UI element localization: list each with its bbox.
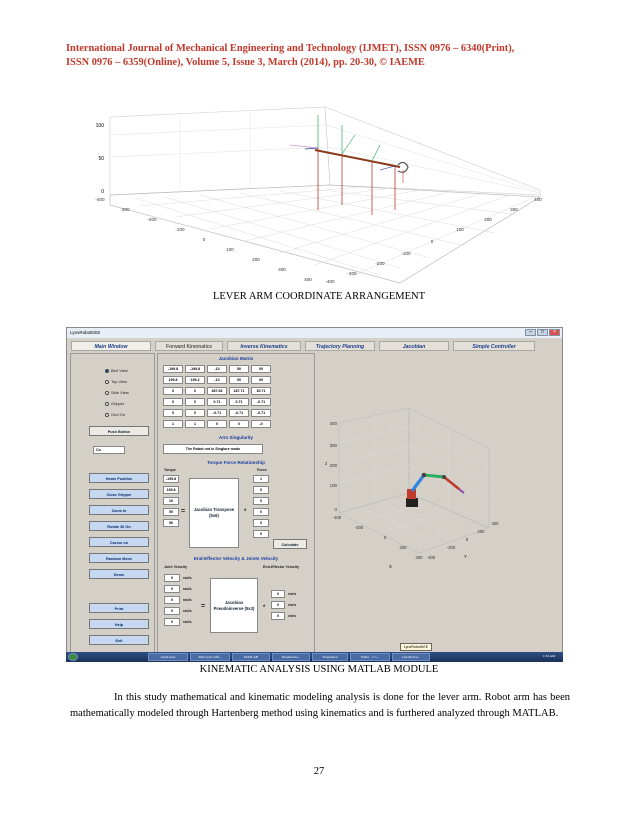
cursor-on-button[interactable]: Cursor on — [89, 537, 149, 547]
window-title-bar — [67, 328, 562, 338]
force-cell: 0 — [253, 497, 269, 505]
jacobian-cell: -0.71 — [207, 409, 227, 417]
axis-tick-label: 100 — [456, 227, 464, 232]
joint-velocity-cell: 0 — [164, 607, 180, 615]
axis-tick-label: 0 — [202, 237, 206, 242]
help-button[interactable]: Help — [89, 619, 149, 629]
tab-jacobian[interactable]: Jacobian — [379, 341, 449, 351]
demo-button[interactable]: Demo — [89, 569, 149, 579]
plot-x-tick: 200 — [399, 545, 407, 550]
torque-label: Torque — [164, 468, 176, 472]
jacobian-cell: 199.2 — [185, 376, 205, 384]
taskbar-item[interactable]: Microsoft Offi... — [190, 653, 230, 661]
joint-velocity-cell: 0 — [164, 596, 180, 604]
torque-cell: 199.8 — [163, 486, 179, 494]
ee-velocity-label: End-Effector Velocity — [263, 565, 300, 569]
jacobian-cell: 0 — [163, 398, 183, 406]
tab-forward-kinematics[interactable]: Forward Kinematics — [155, 341, 223, 351]
arm-singularity-title: Arm Singularity — [218, 435, 254, 440]
journal-header-line-2: ISSN 0976 – 6359(Online), Volume 5, Issue 3, March (2014), pp. 20-30, © IAEME — [66, 57, 425, 68]
axis-tick-label: 400 — [304, 277, 312, 282]
jacobian-cell: 30.71 — [251, 387, 271, 395]
torque-cell: 50 — [163, 519, 179, 527]
joint-velocity-cell: 0 — [164, 574, 180, 582]
axis-tick-label: 200 — [252, 257, 260, 262]
taskbar-tooltip: LynxRobotKEE — [400, 643, 432, 651]
radio-icon — [105, 402, 109, 406]
taskbar-item[interactable]: Translation — [312, 653, 348, 661]
rotate-button[interactable]: Rotate 30 On — [89, 521, 149, 531]
jacobian-cell: -199.8 — [163, 365, 183, 373]
joint-velocity-cell: 0 — [164, 618, 180, 626]
jacobian-cell: 1 — [163, 420, 183, 428]
jacobian-cell: 0 — [207, 420, 227, 428]
force-cell: 0 — [253, 519, 269, 527]
plot-y-tick: 200 — [477, 529, 485, 534]
axis-tick-label: -200 — [147, 217, 157, 222]
axis-tick-label: -100 — [175, 227, 185, 232]
radio-icon — [105, 413, 109, 417]
jacobian-cell: 0 — [185, 398, 205, 406]
close-button[interactable]: × — [549, 329, 560, 336]
force-cell: 0 — [253, 508, 269, 516]
radio-icon — [105, 380, 109, 384]
jacobian-matrix-title: Jacobian Matrix — [218, 356, 254, 361]
lever-arm-3d-plot — [80, 105, 550, 285]
tab-inverse-kinematics[interactable]: Inverse Kinematics — [227, 341, 301, 351]
home-position-button[interactable]: Home Position — [89, 473, 149, 483]
jacobian-cell: -0.71 — [251, 409, 271, 417]
plot-z-tick: 300 — [329, 443, 337, 448]
cm-unit-label: cm/s — [288, 592, 297, 596]
jacobian-cell: -0 — [251, 420, 271, 428]
jacobian-cell: -10 — [207, 365, 227, 373]
axis-tick-label: 300 — [278, 267, 286, 272]
force-cell: 1 — [253, 475, 269, 483]
view-radio-side[interactable]: Side View — [105, 390, 129, 396]
body-paragraph: In this study mathematical and kinematic modeling analysis is done for the lever arm. Robot arm has been mathematically modeled through Hartenberg method using kinematics and is furthered analyzed through MATLAB. — [70, 692, 570, 719]
jacobian-cell: -199.8 — [185, 365, 205, 373]
view-popup-select[interactable]: Co — [93, 446, 125, 454]
taskbar-item[interactable]: LynxRobot... — [392, 653, 430, 661]
jacobian-cell: -0.71 — [229, 409, 249, 417]
plot-x-tick: -400 — [332, 515, 342, 520]
plot-y-tick: 0 — [465, 537, 469, 542]
plot-y-tick: -400 — [426, 555, 436, 560]
axis-tick-label: 200 — [484, 217, 492, 222]
equals-sign: = — [201, 603, 206, 610]
view-radio-bird[interactable]: Bird View — [105, 368, 128, 374]
window-title: LynxRobotKEE — [70, 330, 101, 335]
force-label: Force — [257, 468, 267, 472]
matlab-gui-window — [66, 327, 563, 661]
multiply-sign: * — [244, 509, 247, 515]
page-number: 27 — [313, 766, 325, 777]
z-tick-label: 0 — [101, 189, 104, 195]
view-radio-gripper[interactable]: Gripper — [105, 401, 124, 407]
axis-tick-label: -300 — [120, 207, 130, 212]
print-button[interactable]: Print — [89, 603, 149, 613]
jacobian-cell: -0.71 — [251, 398, 271, 406]
plot-x-label: X — [389, 564, 392, 569]
push-button[interactable]: Push Button — [89, 426, 149, 436]
plot-z-label: z — [325, 461, 328, 466]
axis-tick-label: -400 — [325, 279, 335, 284]
start-button[interactable] — [68, 653, 78, 661]
jacobian-cell: 0.71 — [207, 398, 227, 406]
plot-y-tick: -200 — [446, 545, 456, 550]
jacobian-cell: 0 — [229, 420, 249, 428]
jacobian-cell: 0 — [185, 387, 205, 395]
jacobian-cell: 187.71 — [229, 387, 249, 395]
figure-2-caption: KINEMATIC ANALYSIS USING MATLAB MODULE — [199, 664, 439, 675]
plot-z-tick: 200 — [329, 463, 337, 468]
jacobian-cell: 1 — [185, 420, 205, 428]
ee-velocity-cell: 0 — [271, 612, 285, 620]
tab-main-window[interactable]: Main Window — [71, 341, 151, 351]
lever-arm-model — [290, 115, 408, 215]
joint-velocity-cell: 0 — [164, 585, 180, 593]
plot-z-tick: 0 — [334, 507, 337, 512]
plot-x-tick: 400 — [415, 555, 423, 560]
axis-tick-label: 400 — [534, 197, 542, 202]
radio-selected-icon — [105, 369, 109, 373]
axis-tick-label: -100 — [401, 251, 411, 256]
close-gripper-button[interactable]: Close Gripper — [89, 489, 149, 499]
torque-cell: -199.8 — [163, 475, 179, 483]
jacobian-cell: 0 — [163, 387, 183, 395]
plot-z-tick: 400 — [329, 421, 337, 426]
jacobian-pseudoinverse-box: Jacobian Pseudoinverse (5x3) — [210, 578, 258, 633]
torque-force-title: Torque Force Relationship — [207, 460, 265, 465]
plot-y-label: Y — [464, 554, 467, 559]
taskbar-item[interactable]: MATLAB — [232, 653, 270, 661]
robot-3d-plot — [319, 353, 559, 573]
cm-unit-label: cm/s — [288, 603, 297, 607]
arm-singularity-status: The Robot not in Singlure mode — [163, 444, 263, 454]
plot-z-tick: 100 — [329, 483, 337, 488]
random-move-button[interactable]: Random Move — [89, 553, 149, 563]
jacobian-cell: -10 — [207, 376, 227, 384]
cm-unit-label: cm/s — [288, 614, 297, 618]
journal-header — [66, 42, 576, 70]
equals-sign: = — [181, 508, 186, 515]
view-radio-grid[interactable]: Grid On — [105, 412, 125, 418]
axis-tick-label: -400 — [95, 197, 105, 202]
jacobian-cell: 0 — [185, 409, 205, 417]
calculate-button[interactable]: Calculate — [273, 539, 307, 549]
rad-unit-label: rad/s — [183, 609, 192, 613]
axis-tick-label: -200 — [375, 261, 385, 266]
minimize-button[interactable]: – — [525, 329, 536, 336]
axis-tick-label: 100 — [226, 247, 234, 252]
ee-velocity-cell: 0 — [271, 601, 285, 609]
plot-y-tick: 400 — [491, 521, 499, 526]
rad-unit-label: rad/s — [183, 587, 192, 591]
axis-tick-label: 0 — [430, 239, 434, 244]
z-tick-label: 50 — [98, 156, 104, 162]
view-radio-top[interactable]: Top View — [105, 379, 127, 385]
jacobian-transpose-box: Jacobian Transpose (5x6) — [189, 478, 239, 548]
figure-1-caption: LEVER ARM COORDINATE ARRANGEMENT — [212, 291, 426, 302]
taskbar-clock: 1:34 AM — [542, 654, 556, 658]
maximize-button[interactable]: □ — [537, 329, 548, 336]
tab-trajectory-planning[interactable]: Trajectory Planning — [305, 341, 375, 351]
rad-unit-label: rad/s — [183, 598, 192, 602]
plot-x-tick: -200 — [354, 525, 364, 530]
torque-cell: 50 — [163, 508, 179, 516]
jacobian-cell: 00 — [251, 376, 271, 384]
exit-button[interactable]: Exit — [89, 635, 149, 645]
jacobian-cell: 199.8 — [163, 376, 183, 384]
rad-unit-label: rad/s — [183, 576, 192, 580]
rad-unit-label: rad/s — [183, 620, 192, 624]
jacobian-cell: 387.66 — [207, 387, 227, 395]
radio-icon — [105, 391, 109, 395]
jacobian-cell: 00 — [251, 365, 271, 373]
torque-cell: 10 — [163, 497, 179, 505]
multiply-sign: * — [263, 605, 266, 611]
joint-velocity-label: Joint Velocity — [164, 565, 188, 569]
plot-x-tick: 0 — [383, 535, 387, 540]
axis-tick-label: -300 — [347, 271, 357, 276]
tab-simple-controller[interactable]: Simple Controller — [453, 341, 535, 351]
force-cell: 0 — [253, 486, 269, 494]
axis-tick-label: 300 — [510, 207, 518, 212]
ee-velocity-title: End-Effector Velocity & Joints Velocity — [193, 556, 279, 561]
force-cell: 0 — [253, 530, 269, 538]
ee-velocity-cell: 0 — [271, 590, 285, 598]
jacobian-cell: 50 — [229, 376, 249, 384]
taskbar-item[interactable]: Editor - C:\... — [350, 653, 390, 661]
jacobian-cell: 50 — [229, 365, 249, 373]
zoom-in-button[interactable]: Zoom In — [89, 505, 149, 515]
windows-taskbar — [66, 652, 563, 662]
jacobian-cell: 0.71 — [229, 398, 249, 406]
jacobian-cell: 0 — [163, 409, 183, 417]
taskbar-item[interactable]: Kinematics... — [272, 653, 310, 661]
journal-header-line-1: International Journal of Mechanical Engineering and Technology (IJMET), ISSN 0976 – 6340(Print), — [66, 43, 515, 54]
taskbar-item[interactable]: translation — [148, 653, 188, 661]
robot-arm-model — [406, 473, 464, 507]
z-tick-label: 100 — [95, 123, 104, 129]
